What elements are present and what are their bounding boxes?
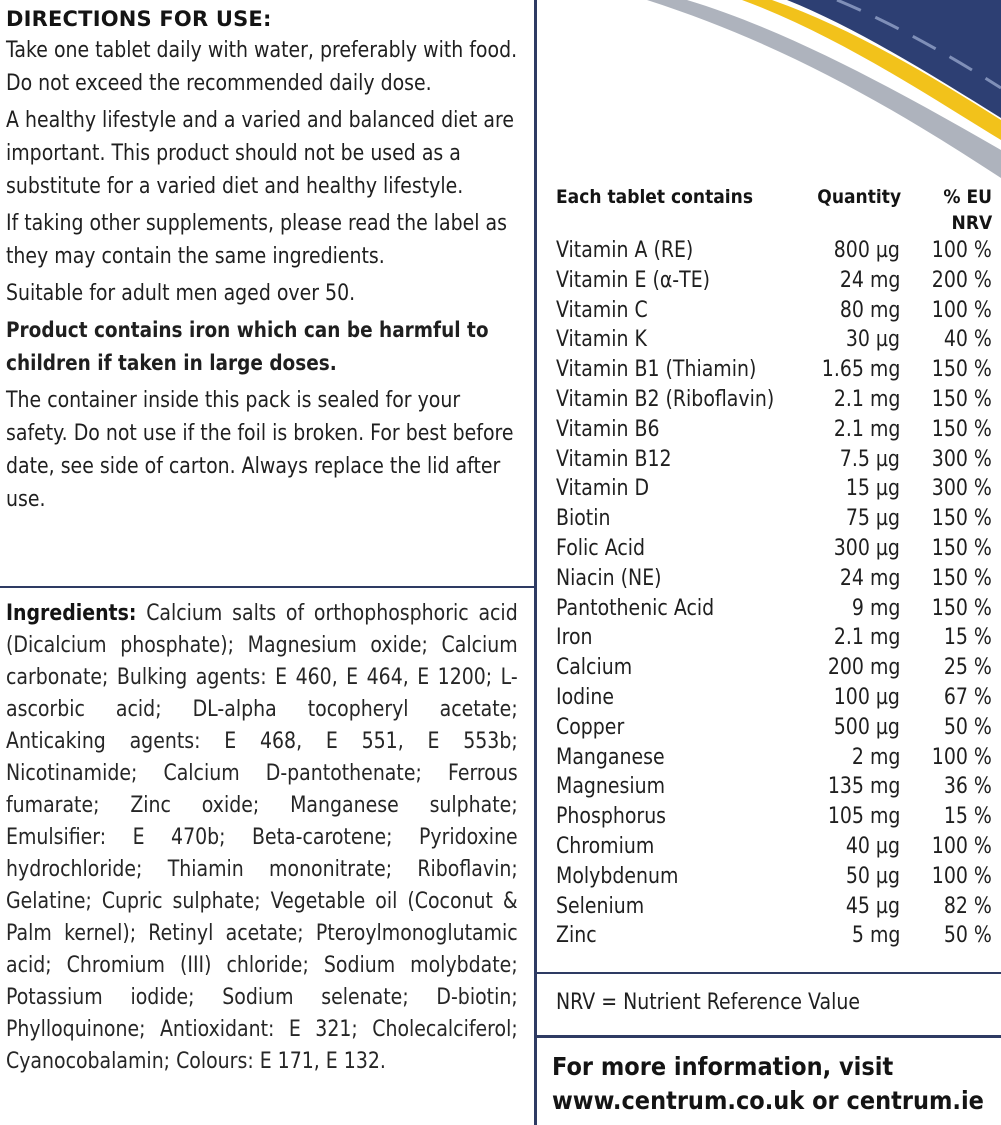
- nutrient-nrv: 150 %: [931, 565, 992, 591]
- nutrient-quantity: 15 µg: [845, 476, 900, 502]
- nutrient-nrv: 100 %: [931, 297, 992, 323]
- nutrient-quantity: 135 mg: [827, 774, 900, 800]
- nutrient-nrv: 100 %: [931, 744, 992, 770]
- nutrient-nrv: 150 %: [931, 595, 992, 621]
- nutrient-nrv: 15 %: [943, 804, 992, 830]
- nutrient-nrv: 82 %: [943, 893, 992, 919]
- table-row: [556, 921, 992, 951]
- table-row: [556, 772, 992, 802]
- section-divider: [0, 586, 534, 588]
- nutrient-name: Magnesium: [556, 774, 666, 800]
- table-row: [556, 653, 992, 683]
- swoosh-graphic: [537, 0, 1001, 180]
- info-divider: [537, 1035, 1001, 1038]
- nutrient-name: Vitamin A (RE): [556, 238, 694, 263]
- nutrient-nrv: 150 %: [931, 416, 992, 442]
- nutrient-quantity: 2.1 mg: [833, 416, 900, 442]
- table-row: [556, 623, 992, 653]
- more-info-line1: For more information, visit: [552, 1052, 894, 1081]
- table-row: [556, 266, 992, 296]
- nutrient-quantity: 40 µg: [845, 833, 900, 859]
- nutrient-quantity: 1.65 mg: [821, 357, 900, 383]
- nutrient-quantity: 9 mg: [851, 595, 900, 621]
- table-row: [556, 474, 992, 504]
- nutrient-quantity: 50 µg: [845, 863, 900, 889]
- nutrient-nrv: 300 %: [931, 476, 992, 502]
- nutrient-nrv: 150 %: [931, 506, 992, 532]
- header-nrv-line2: NRV: [951, 212, 992, 234]
- nutrient-quantity: 2.1 mg: [833, 386, 900, 412]
- directions-lifestyle: A healthy lifestyle and a varied and balanced diet are important. This product should not be used as a substitute for a varied diet and healthy lifestyle.: [6, 108, 515, 199]
- nutrient-nrv: 100 %: [931, 863, 992, 889]
- nutrient-nrv: 150 %: [931, 386, 992, 412]
- nutrient-name: Iodine: [556, 684, 615, 710]
- table-row: [556, 683, 992, 713]
- nutrient-quantity: 30 µg: [845, 327, 900, 353]
- table-row: [556, 802, 992, 832]
- nutrient-name: Chromium: [556, 833, 655, 859]
- nutrient-nrv: 150 %: [931, 357, 992, 383]
- table-row: [556, 534, 992, 564]
- nutrient-quantity: 75 µg: [845, 506, 900, 532]
- table-row: [556, 564, 992, 594]
- nutrient-name: Manganese: [556, 744, 665, 770]
- nrv-definition: NRV = Nutrient Reference Value: [556, 990, 860, 1015]
- nutrient-name: Vitamin B12: [556, 446, 672, 472]
- nutrient-quantity: 200 mg: [827, 655, 900, 681]
- table-row: [556, 862, 992, 892]
- nutrient-quantity: 24 mg: [839, 267, 900, 293]
- directions-heading: DIRECTIONS FOR USE:: [6, 7, 272, 31]
- table-row: [556, 325, 992, 355]
- nutrient-quantity: 80 mg: [839, 297, 900, 323]
- nutrient-name: Selenium: [556, 893, 645, 919]
- table-row: [556, 445, 992, 475]
- nutrient-quantity: 100 µg: [833, 684, 900, 710]
- nutrient-nrv: 50 %: [943, 923, 992, 949]
- nutrient-name: Zinc: [556, 923, 597, 949]
- table-row: [556, 355, 992, 385]
- nutrient-name: Phosphorus: [556, 804, 667, 830]
- nutrient-name: Molybdenum: [556, 863, 679, 889]
- nutrient-name: Biotin: [556, 506, 611, 532]
- directions-dose: Take one tablet daily with water, preferably with food. Do not exceed the recommended daily dose.: [6, 38, 518, 96]
- nutrient-nrv: 200 %: [931, 267, 992, 293]
- table-row: [556, 296, 992, 326]
- nutrient-name: Copper: [556, 714, 625, 740]
- nutrient-quantity: 2 mg: [851, 744, 900, 770]
- nutrient-quantity: 105 mg: [827, 804, 900, 830]
- nutrient-quantity: 24 mg: [839, 565, 900, 591]
- nutrient-quantity: 5 mg: [851, 923, 900, 949]
- nutrition-table-section: [556, 184, 992, 951]
- nutrient-nrv: 100 %: [931, 833, 992, 859]
- directions-supplements: If taking other supplements, please read the label as they may contain the same ingredients.: [6, 211, 507, 269]
- nutrient-name: Calcium: [556, 655, 633, 681]
- nutrient-name: Vitamin B2 (Riboflavin): [556, 386, 775, 412]
- nutrient-quantity: 500 µg: [833, 714, 900, 740]
- nutrient-name: Niacin (NE): [556, 565, 662, 591]
- nrv-divider: [537, 972, 1001, 974]
- nutrient-nrv: 150 %: [931, 535, 992, 561]
- nutrient-name: Vitamin K: [556, 327, 647, 353]
- nutrient-quantity: 300 µg: [833, 535, 900, 561]
- nutrient-nrv: 300 %: [931, 446, 992, 472]
- nutrient-name: Vitamin B1 (Thiamin): [556, 357, 757, 383]
- nutrient-quantity: 7.5 µg: [839, 446, 900, 472]
- table-row: [556, 832, 992, 862]
- header-quantity: Quantity: [817, 186, 902, 208]
- website-links: www.centrum.co.uk or centrum.ie: [552, 1086, 984, 1115]
- nutrient-nrv: 40 %: [943, 327, 992, 353]
- directions-section: [6, 4, 530, 520]
- directions-safety: The container inside this pack is sealed for your safety. Do not use if the foil is broken. For best before date, see side of carton. Always replace the lid after use.: [6, 388, 514, 512]
- nutrient-name: Vitamin C: [556, 297, 648, 323]
- nutrient-name: Pantothenic Acid: [556, 595, 715, 621]
- ingredients-section: [6, 598, 518, 1078]
- nutrient-quantity: 45 µg: [845, 893, 900, 919]
- table-header-row: [556, 184, 992, 236]
- nutrition-table: [556, 184, 992, 951]
- nutrient-name: Vitamin B6: [556, 416, 660, 442]
- table-row: [556, 713, 992, 743]
- header-name: Each tablet contains: [556, 186, 754, 208]
- nutrient-name: Folic Acid: [556, 535, 645, 561]
- iron-warning: Product contains iron which can be harmful to children if taken in large doses.: [6, 318, 489, 375]
- ingredients-text: Calcium salts of orthophosphoric acid (Dicalcium phosphate); Magnesium oxide; Calcium carbonate; Bulking agents: E 460, E 464, E 1200; L-ascorbic acid; DL-alpha tocopheryl acetate; Anticaking agents: E 468, E 551, E 553b; Nicotinamide; Calcium D-pantothenate; Ferrous fumarate; Zinc oxide; Manganese sulphate; Emulsifier: E 470b; Beta-carotene; Pyridoxine hydrochloride; Thiamin mononitrate; Riboflavin; Gelatine; Cupric sulphate; Vegetable oil (Coconut & Palm kernel); Retinyl acetate; Pteroylmonoglutamic acid; Chromium (III) chloride; Sodium molybdate; Potassium iodide; Sodium selenate; D-biotin; Phylloquinone; Antioxidant: E 321; Cholecalciferol; Cyanocobalamin; Colours: E 171, E 132.: [6, 601, 518, 1074]
- nutrient-name: Vitamin D: [556, 476, 650, 502]
- nutrient-nrv: 50 %: [943, 714, 992, 740]
- nutrient-name: Vitamin E (α-TE): [556, 267, 711, 293]
- more-info: [552, 1050, 984, 1118]
- table-row: [556, 743, 992, 773]
- nutrient-quantity: 800 µg: [833, 238, 900, 263]
- table-row: [556, 385, 992, 415]
- table-row: [556, 504, 992, 534]
- nutrient-nrv: 15 %: [943, 625, 992, 651]
- nutrient-nrv: 36 %: [943, 774, 992, 800]
- nutrient-quantity: 2.1 mg: [833, 625, 900, 651]
- ingredients-label: Ingredients:: [6, 601, 137, 626]
- nutrient-nrv: 100 %: [931, 238, 992, 263]
- directions-suitability: Suitable for adult men aged over 50.: [6, 281, 356, 306]
- table-row: [556, 594, 992, 624]
- nutrient-nrv: 25 %: [943, 655, 992, 681]
- table-row: [556, 892, 992, 922]
- table-row: [556, 415, 992, 445]
- nutrient-name: Iron: [556, 625, 593, 651]
- table-row: [556, 236, 992, 266]
- header-nrv-line1: % EU: [943, 186, 992, 208]
- nutrient-nrv: 67 %: [943, 684, 992, 710]
